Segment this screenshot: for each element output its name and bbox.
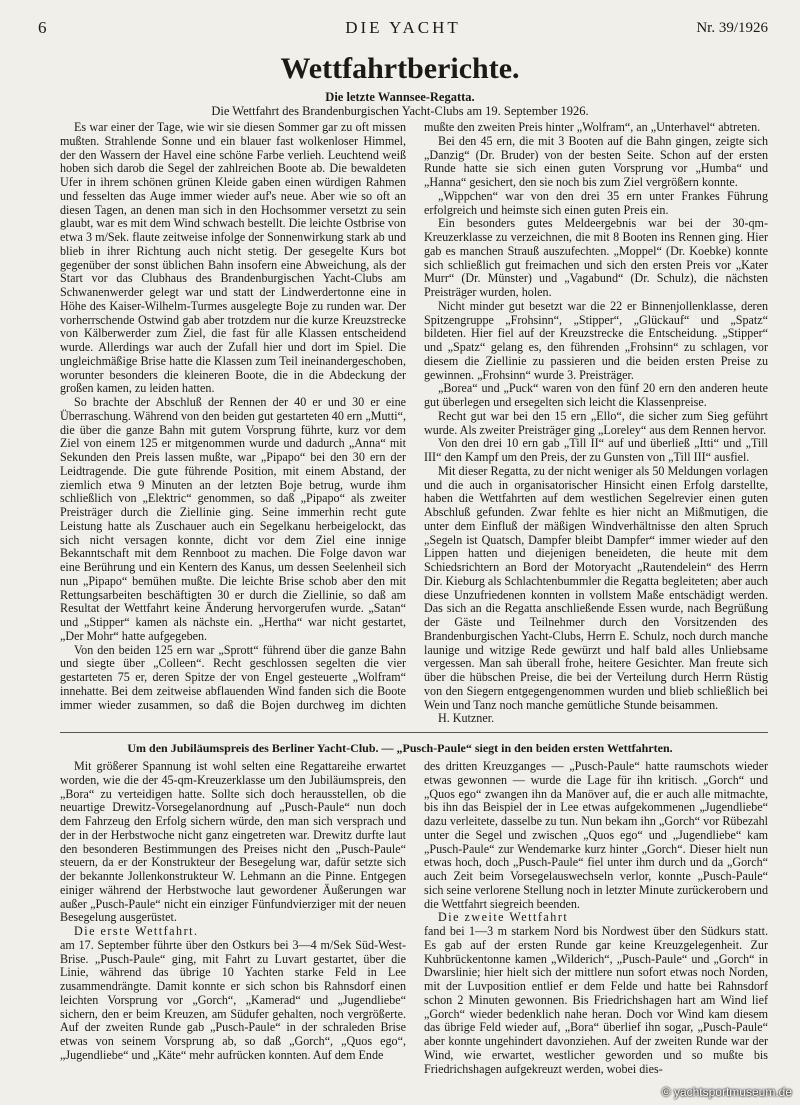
paragraph: Es war einer der Tage, wie wir sie diesen Sommer gar zu oft missen mußten. Strahlende Sonne und ein blauer fast wolkenloser Himmel, der den Wassern der Havel eine schöne Farbe verlieh. Leuchtend weiß hoben sich darob die Segel der zahlreichen Boote ab. Die bewaldeten Ufer in ihrem schönen grünen Kleide gaben einen würdigen Rahmen und fesselten das Auge immer wieder auf's neue. Aber wie so oft an diesen Tagen, an denen man sich in den Hochsommer versetzt zu sein glaubt, war es mit dem Wind schwach bestellt. Die leichte Ostbrise von etwa 3 m/Sek. flaute zeitweise infolge der Sonnenwirkung stark ab und blieb in ihrer Richtung auch nicht stetig. Der gesegelte Kurs bot gegenüber der sonst üblichen Bahn insofern eine Abweichung, als der Start vor das Clubhaus des Brandenburgischen Yacht-Clubs am Schwanenwerder gelegt war und statt der Lindwerdertonne eine in Höhe des Kaiser-Wilhelm-Turmes ausgelegte Boje zu runden war. Der vorherrschende Ostwind gab aber trotzdem nur die kurze Kreuzstrecke von Kälberwerder zum Ziel, die fast für alle Klassen entscheidend wurde. Allerdings war auch der Zufall hier und dort im Spiel. Die ungleichmäßige Brise hatte die Klassen zum Teil ineinandergeschoben, worunter besonders die kleineren Boote, die in die Abdeckung der großen kamen, zu leiden hatten. [60, 121, 406, 396]
paragraph: mußte den zweiten Preis hinter „Wolfram“, an „Unterhavel“ abtreten. [424, 121, 761, 134]
paragraph: Mit größerer Spannung ist wohl selten eine Regattareihe erwartet worden, wie die der 45-qm-Kreuzerklasse um den Jubiläumspreis, den „Bora“ zu verteidigen hatte. Sollte sich doch herausstellen, ob die neuartige Drewitz-Vorsegelanordnung auf „Pusch-Paule“ nun doch dem Fahrzeug den Erfolg sichern würde, den man sich versprach und der in der Herbstwoche nicht ganz eingetreten war. Drewitz durfte laut den besonderen Bestimmungen des Preises nicht den „Pusch-Paule“ steuern, da er der Konstrukteur der Besegelung war, dafür setzte sich der bekannte Jollenkonstrukteur W. Lehmann an die Pinne. Entgegen einiger während der Herbstwoche laut gewordener Äußerungen war außer „Pusch-Paule“ nicht ein einziger Fünfundvierziger mit der neuen Besegelung ausgerüstet. [60, 760, 406, 925]
journal-title: DIE YACHT [345, 18, 461, 37]
paragraph: Von den beiden 125 ern war „Sprott“ führend über die ganze Bahn und siegte über „Colleen“. Recht geschlossen segelten die vier gestarteten 75 er, deren Spitze der von Engel gesteuerte „Wolfram“ innehatte. Bei dem zeitweise abflauenden Wind fanden sich die Boote immer wieder zusammen, so daß die Bojen durchweg im dichten [60, 642, 406, 712]
paragraph: des dritten Kreuzganges — „Pusch-Paule“ hatte raumschots wieder etwas gewonnen — wurde die Lage für ihn kritisch. „Gorch“ und „Quos ego“ zwangen ihn da Manöver auf, die er auch alle mitmachte, bis ihn das Beispiel der in Lee etwas aufgekommenen „Jugendliebe“ dazu verleitete, dasselbe zu tun. Nun bekam ihn „Gorch“ vor Rübezahl unter die Segel und zwischen „Quos ego“ und „Jugendliebe“ kam „Pusch-Paule“ zur Wendemarke kurz hinter „Gorch“. Dieser hielt nun etwas hoch, doch „Pusch-Paule“ fiel unter ihm durch und da „Gorch“ auch Zeit beim Vorsegelauswechseln verlor, konnte „Pusch-Paule“ sich seine verlorene Stellung noch in letzter Minute zurückerobern und die Wettfahrt siegreich beenden. [424, 760, 768, 911]
subheading-second-race: Die zweite Wettfahrt [438, 910, 569, 925]
subheading-first-race: Die erste Wettfahrt. [74, 924, 199, 938]
column-3 [60, 760, 406, 1100]
paragraph: Bei den 45 ern, die mit 3 Booten auf die Bahn gingen, zeigte sich „Danzig“ (Dr. Bruder) von der besten Seite. Schon auf der ersten Runde hatte sie sich einen guten Vorsprung vor „Humba“ und „Hanna“ gesichert, den sie noch bis zum Ziel vergrößern konnte. [424, 133, 768, 189]
article-intro: Die Wettfahrt des Brandenburgischen Yacht-Clubs am 19. September 1926. [211, 104, 589, 118]
column-1 [60, 121, 406, 713]
section-divider [60, 732, 768, 733]
author-signature: H. Kutzner. [438, 711, 495, 726]
watermark: © yachtsportmuseum.de [661, 1085, 792, 1099]
paragraph: Recht gut war bei den 15 ern „Ello“, die sicher zum Sieg geführt wurde. Als zweiter Preisträger ging „Loreley“ aus dem Rennen hervor. [424, 408, 768, 437]
article-title: Wettfahrtberichte. [280, 52, 520, 85]
paragraph: So brachte der Abschluß der Rennen der 40 er und 30 er eine Überraschung. Während von den beiden gut gestarteten 40 ern „Mutti“, die über die ganze Bahn mit gutem Vorsprung führte, kurz vor dem Ziel von einem 125 er mitgenommen wurde und dadurch „Anna“ mit Sekunden den Preis lassen mußte, war „Pipapo“ bei den 30 ern der Leidtragende. Die gute führende Position, mit einem Abstand, der ziemlich etwa 9 Minuten an der letzten Boje betrug, wurde ihm schließlich von „Elektric“ genommen, so daß „Pipapo“ als zweiter Preisträger durch die Ziellinie ging. Seine immerhin recht gute Leistung hatte als Zuschauer auch ein Segelkanu herbeigelockt, das sich nicht versagen konnte, dicht vor dem Ziel eine innige Bekanntschaft mit dem Rennboot zu machen. Die Folge davon war eine Berührung und ein Kentern des Kanus, um dessen Seelenheil sich nun „Pipapo“ bemühen mußte. Die leichte Brise schob aber den mit Rettungsarbeiten beschäftigten 30 er durch die Ziellinie, so daß am Resultat der Wettfahrt keine Änderung hervorgerufen wurde. „Satan“ und „Stipper“ kamen als nächste ein. „Hertha“ war nicht gestartet, „Der Mohr“ hatte aufgegeben. [60, 395, 406, 643]
paragraph: „Borea“ und „Puck“ waren von den fünf 20 ern den anderen heute gut überlegen und ersegelten sich leicht die Klassenpreise. [424, 381, 768, 409]
running-header [38, 16, 768, 42]
paragraph: am 17. September führte über den Ostkurs bei 3—4 m/Sek Süd-West-Brise. „Pusch-Paule“ ging, mit Fahrt zu Luvart gestartet, über die Linie, während das übrige 10 Yachten starke Feld in Lee zusammendrängte. Damit konnte er sich schon bis Rahnsdorf einen leichten Vorsprung vor „Gorch“, „Kamerad“ und „Jugendliebe“ sichern, den er beim Kreuzen, am Südufer gehalten, noch vergrößerte. Auf der zweiten Runde gab „Pusch-Paule“ in der schraleden Brise etwas von seinem Vorsprung ab, so daß „Gorch“, „Quos ego“, „Jugendliebe“ und „Käte“ mehr aufrücken konnten. Auf dem Ende [60, 937, 406, 1062]
column-4 [424, 760, 768, 1100]
section-heading: Um den Jubiläumspreis des Berliner Yacht-Club. — „Pusch-Paule“ siegt in den beiden ersten Wettfahrten. [127, 741, 673, 755]
paragraph: Mit dieser Regatta, zu der nicht weniger als 50 Meldungen vorlagen und die auch in organisatorischer Hinsicht einen Erfolg darstellte, haben die Wettfahrten auf dem westlichen Segelrevier einen guten Abschluß gefunden. Zwar fehlte es hier nicht an Mißmutigen, die unter dem Einfluß der mäßigen Windverhältnisse den alten Spruch „Segeln ist Quatsch, Dampfer bleibt Dampfer“ immer wieder auf den Lippen hatten und diejenigen beneideten, die heute mit dem Schiedsrichtern an Bord der Motoryacht „Rautendelein“ des Herrn Dir. Kieburg als Schlachtenbummler die Regatta begleiteten; aber auch diese Unzufriedenen konnten in vollstem Maße entschädigt werden. Das sich an die Regatta anschließende Essen wurde, nach Begrüßung der Gäste und Teilnehmer durch den Vorsitzenden des Brandenburgischen Yacht-Clubs, Herrn E. Schulz, noch durch manche launige und witzige Rede gewürzt und half bald alles Unliebsame vergessen. Man sah überall frohe, heitere Gesichter. Man freute sich über die hübschen Preise, die bei der Verteilung durch Herrn Rüstig von den Siegern entgegengenommen wurden und blieb schließlich bei Wein und Tanz noch manche gemütliche Stunde beisammen. [424, 463, 768, 712]
page-number: 6 [38, 18, 47, 37]
paragraph: Nicht minder gut besetzt war die 22 er Binnenjollenklasse, deren Spitzengruppe „Frohsinn“, „Stipper“, „Glückauf“ und „Spatz“ bildeten. Hier fiel auf der Kreuzstrecke die Entscheidung. „Stipper“ und „Spatz“ gelang es, den führenden „Frohsinn“ zu schlagen, vor diesem die Ziellinie zu passieren und die beiden ersten Preise zu gewinnen. „Frohsinn“ wurde 3. Preisträger. [424, 298, 768, 382]
issue-number: Nr. 39/1926 [696, 20, 768, 36]
paragraph: „Wippchen“ war von den drei 35 ern unter Frankes Führung erfolgreich und heimste sich einen guten Preis ein. [424, 188, 768, 217]
paragraph: Von den drei 10 ern gab „Till II“ auf und überließ „Itti“ und „Till III“ den Kampf um den Preis, der zu Gunsten von „Till III“ ausfiel. [424, 436, 768, 464]
paragraph: fand bei 1—3 m starkem Nord bis Nordwest über den Südkurs statt. Es gab auf der ersten Runde gar keine Kreuzgelegenheit. Zur Kuhbrückentonne kamen „Wilderich“, „Pusch-Paule“ und „Gorch“ in Dwarslinie; hier hielt sich der mittlere nun sofort etwas noch Norden, mit der Luvposition entlief er dem Felde und hatte bei Rahnsdorf schon 2 Minuten gewonnen. Bis Friedrichshagen hart am Wind lief „Gorch“ wieder bedenklich nahe heran. Doch vor Wind kam diesem das übrige Feld wieder auf, „Bora“ überlief ihn sogar, „Pusch-Paule“ aber konnte ungehindert davonziehen. Auf der zweiten Runde war der Wind, wie erwartet, westlicher geworden und so mußte bis Friedrichshagen aufgekreuzt werden, wobei dies- [424, 924, 768, 1076]
column-2 [424, 121, 768, 729]
paragraph: Ein besonders gutes Meldeergebnis war bei der 30-qm-Kreuzerklasse zu verzeichnen, die mit 8 Booten ins Rennen ging. Hier gab es manchen Strauß auszufechten. „Moppel“ (Dr. Koebke) konnte sich schließlich gut freimachen und sich den ersten Preis vor „Kater Murr“ (Dr. Münster) und „Vagabund“ (Dr. Schulz), die nächsten Preisträger wurden, holen. [424, 216, 768, 299]
article-subtitle: Die letzte Wannsee-Regatta. [325, 90, 475, 104]
